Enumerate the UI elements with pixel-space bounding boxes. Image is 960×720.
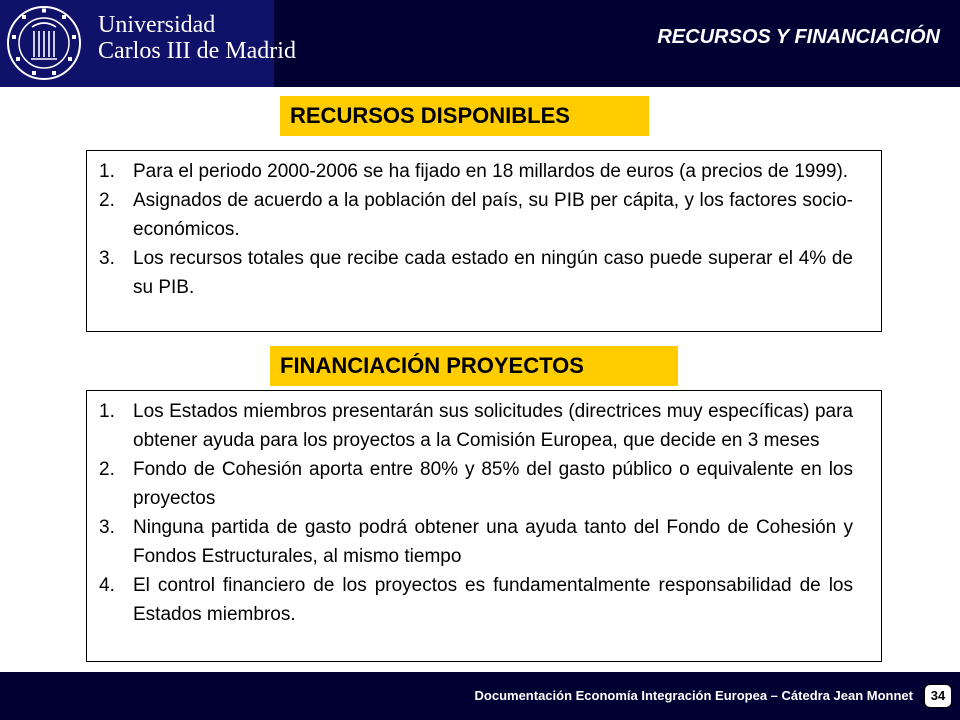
recursos-list-box <box>86 150 882 332</box>
list-item-text: El control financiero de los proyectos es fundamentalmente responsabilidad de los Estados miembros. <box>133 575 853 625</box>
footer-bar <box>0 672 960 720</box>
university-name-line1: Universidad <box>98 12 216 38</box>
list-item-text: Fondo de Cohesión aporta entre 80% y 85% del gasto público o equivalente en los proyectos <box>133 459 853 509</box>
university-seal-icon <box>6 5 82 81</box>
university-name <box>98 12 296 64</box>
list-item-text: Para el periodo 2000-2006 se ha fijado en 18 millardos de euros (a precios de 1999). <box>133 161 849 182</box>
list-item-number: 1. <box>99 401 115 422</box>
list-item-text: Ninguna partida de gasto podrá obtener una ayuda tanto del Fondo de Cohesión y Fondos Estructurales, al mismo tiempo <box>133 517 853 567</box>
list-item-number: 2. <box>99 190 115 211</box>
slide-title: RECURSOS Y FINANCIACIÓN <box>657 26 940 48</box>
section-title-financiacion: FINANCIACIÓN PROYECTOS <box>270 346 678 386</box>
list-item <box>99 244 853 302</box>
footer-text: Documentación Economía Integración Europea – Cátedra Jean Monnet <box>474 688 913 703</box>
list-item-number: 3. <box>99 248 115 269</box>
university-logo <box>0 0 296 87</box>
list-item <box>99 186 853 244</box>
list-item <box>99 455 853 513</box>
financiacion-list-box <box>86 390 882 662</box>
list-item-text: Los recursos totales que recibe cada estado en ningún caso puede superar el 4% de su PIB. <box>133 248 853 298</box>
list-item-text: Los Estados miembros presentarán sus solicitudes (directrices muy específicas) para obtener ayuda para los proyectos a la Comisión Europea, que decide en 3 meses <box>133 401 853 451</box>
list-item-number: 4. <box>99 575 115 596</box>
page-number: 34 <box>924 684 952 708</box>
financiacion-list <box>99 397 853 629</box>
list-item-text: Asignados de acuerdo a la población del país, su PIB per cápita, y los factores socio-económicos. <box>133 190 853 240</box>
list-item-number: 2. <box>99 459 115 480</box>
list-item-number: 3. <box>99 517 115 538</box>
list-item <box>99 571 853 629</box>
recursos-list <box>99 157 853 302</box>
list-item <box>99 397 853 455</box>
section-title-recursos: RECURSOS DISPONIBLES <box>280 96 649 136</box>
list-item <box>99 513 853 571</box>
list-item <box>99 157 853 186</box>
university-name-line2: Carlos III de Madrid <box>98 38 296 64</box>
list-item-number: 1. <box>99 161 115 182</box>
header-bar <box>0 0 960 87</box>
